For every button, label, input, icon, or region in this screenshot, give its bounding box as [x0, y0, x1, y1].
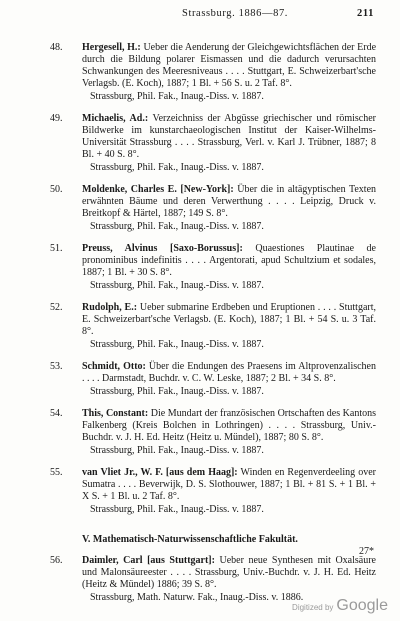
entry-text: Verzeichniss der Abgüsse griechischer und römischer Bildwerke im kunstarchaeologischen Institut der Kaiser-Wilhelms-Universität Strassburg . . . . Strassburg, Verl. v. Karl J. Trübner, 1887; 8 Bl. + 40 S. 8°.	[82, 113, 377, 160]
entry-dissertation: Strassburg, Phil. Fak., Inaug.-Diss. v. 1887.	[90, 339, 264, 350]
entry-text: Über die in altägyptischen Texten erwähnten Bäume und deren Verwerthung . . . . Leipzig, Druck v. Breitkopf & Härtel, 1887; 149 S. 8°.	[82, 184, 377, 219]
entry-author: Michaelis, Ad.:	[82, 113, 149, 124]
entry-text: Winden en Regenverdeeling over Sumatra . . . . Beverwijk, D. S. Slothouwer, 1887; 1 Bl. + 81 S. + 1 Bl. + X S. + 1 Bl. u. 2 Taf. 8°.	[82, 467, 376, 502]
entry-author: van Vliet Jr., W. F. [aus dem Haag]:	[82, 467, 238, 478]
list-item	[50, 184, 376, 233]
page-number: 211	[357, 8, 374, 19]
entry-author: Schmidt, Otto:	[82, 361, 146, 372]
entry-dissertation: Strassburg, Phil. Fak., Inaug.-Diss. v. 1887.	[90, 445, 264, 456]
section-heading: V. Mathematisch-Naturwissenschaftliche Fakultät.	[82, 534, 298, 545]
entry-author: Rudolph, E.:	[82, 302, 138, 313]
entry-dissertation: Strassburg, Phil. Fak., Inaug.-Diss. v. 1887.	[90, 162, 264, 173]
list-item	[50, 42, 376, 103]
list-item	[50, 113, 376, 174]
list-item	[50, 302, 376, 351]
entry-number: 48.	[50, 42, 63, 53]
entry-number: 56.	[50, 555, 63, 566]
entry-number: 51.	[50, 243, 63, 254]
entry-number: 49.	[50, 113, 63, 124]
signature-mark: 27*	[359, 546, 374, 557]
entry-author: Moldenke, Charles E. [New-York]:	[82, 184, 234, 195]
entry-number: 50.	[50, 184, 63, 195]
entry-text: Ueber die Aenderung der Gleichgewichtsflächen der Erde durch die Bildung polarer Eismassen und die dadurch verursachten Schwankungen des Meeresniveaus . . . . Stuttgart, E. Schweizerbart'sche Verlagsb. (E. Koch), 1887; 1 Bl. + 56 S. u. 2 Taf. 8°.	[82, 42, 377, 89]
entry-dissertation: Strassburg, Phil. Fak., Inaug.-Diss. v. 1887.	[90, 504, 264, 515]
entry-dissertation: Strassburg, Phil. Fak., Inaug.-Diss. v. 1887.	[90, 386, 264, 397]
entry-number: 54.	[50, 408, 63, 419]
entry-text: Ueber neue Synthesen mit Oxalsäure und Malonsäureester . . . . Strassburg, Univ.-Buchdr. v. J. H. Ed. Heitz (Heitz & Mündel) 1886; 39 S. 8°.	[82, 555, 376, 590]
entry-number: 55.	[50, 467, 63, 478]
entry-text: Die Mundart der französischen Ortschaften des Kantons Falkenberg (Kreis Bolchen in Lothringen) . . . . Strassburg, Univ.-Buchdr. v. J. H. Ed. Heitz (Heitz u. Mündel), 1887; 80 S. 8°.	[82, 408, 376, 443]
entry-text: Ueber submarine Erdbeben und Eruptionen . . . . Stuttgart, E. Schweizerbart'sche Verlagsb. (E. Koch), 1887; 1 Bl. + 54 S. u. 3 Taf. 8°.	[82, 302, 377, 337]
entry-author: Preuss, Alvinus [Saxo-Borussus]:	[82, 243, 243, 254]
entry-number: 52.	[50, 302, 63, 313]
list-item	[50, 467, 376, 516]
entry-author: Hergesell, H.:	[82, 42, 141, 53]
entry-author: Daimler, Carl [aus Stuttgart]:	[82, 555, 215, 566]
entry-author: This, Constant:	[82, 408, 149, 419]
entry-text: Quaestiones Plautinae de pronominibus indefinitis . . . . Argentorati, apud Schultzium et sodales, 1887; 1 Bl. + 30 S. 8°.	[82, 243, 376, 278]
digitizer-watermark	[292, 597, 388, 615]
entry-dissertation: Strassburg, Phil. Fak., Inaug.-Diss. v. 1887.	[90, 280, 264, 291]
list-item	[50, 408, 376, 457]
list-item	[50, 361, 376, 398]
entry-dissertation: Strassburg, Math. Naturw. Fak., Inaug.-Diss. v. 1886.	[90, 592, 304, 603]
entry-list	[50, 42, 376, 614]
entry-number: 53.	[50, 361, 63, 372]
list-item	[50, 243, 376, 292]
running-header	[64, 8, 374, 22]
watermark-prefix: Digitized by	[292, 603, 334, 612]
entry-dissertation: Strassburg, Phil. Fak., Inaug.-Diss. v. 1887.	[90, 91, 264, 102]
header-title: Strassburg. 1886—87.	[182, 8, 289, 19]
watermark-brand: Google	[336, 597, 388, 614]
entry-text: Über die Endungen des Praesens im Altprovenzalischen . . . . Darmstadt, Buchdr. v. C. W. Leske, 1887; 2 Bl. + 34 S. 8°.	[82, 361, 376, 384]
entry-dissertation: Strassburg, Phil. Fak., Inaug.-Diss. v. 1887.	[90, 221, 264, 232]
